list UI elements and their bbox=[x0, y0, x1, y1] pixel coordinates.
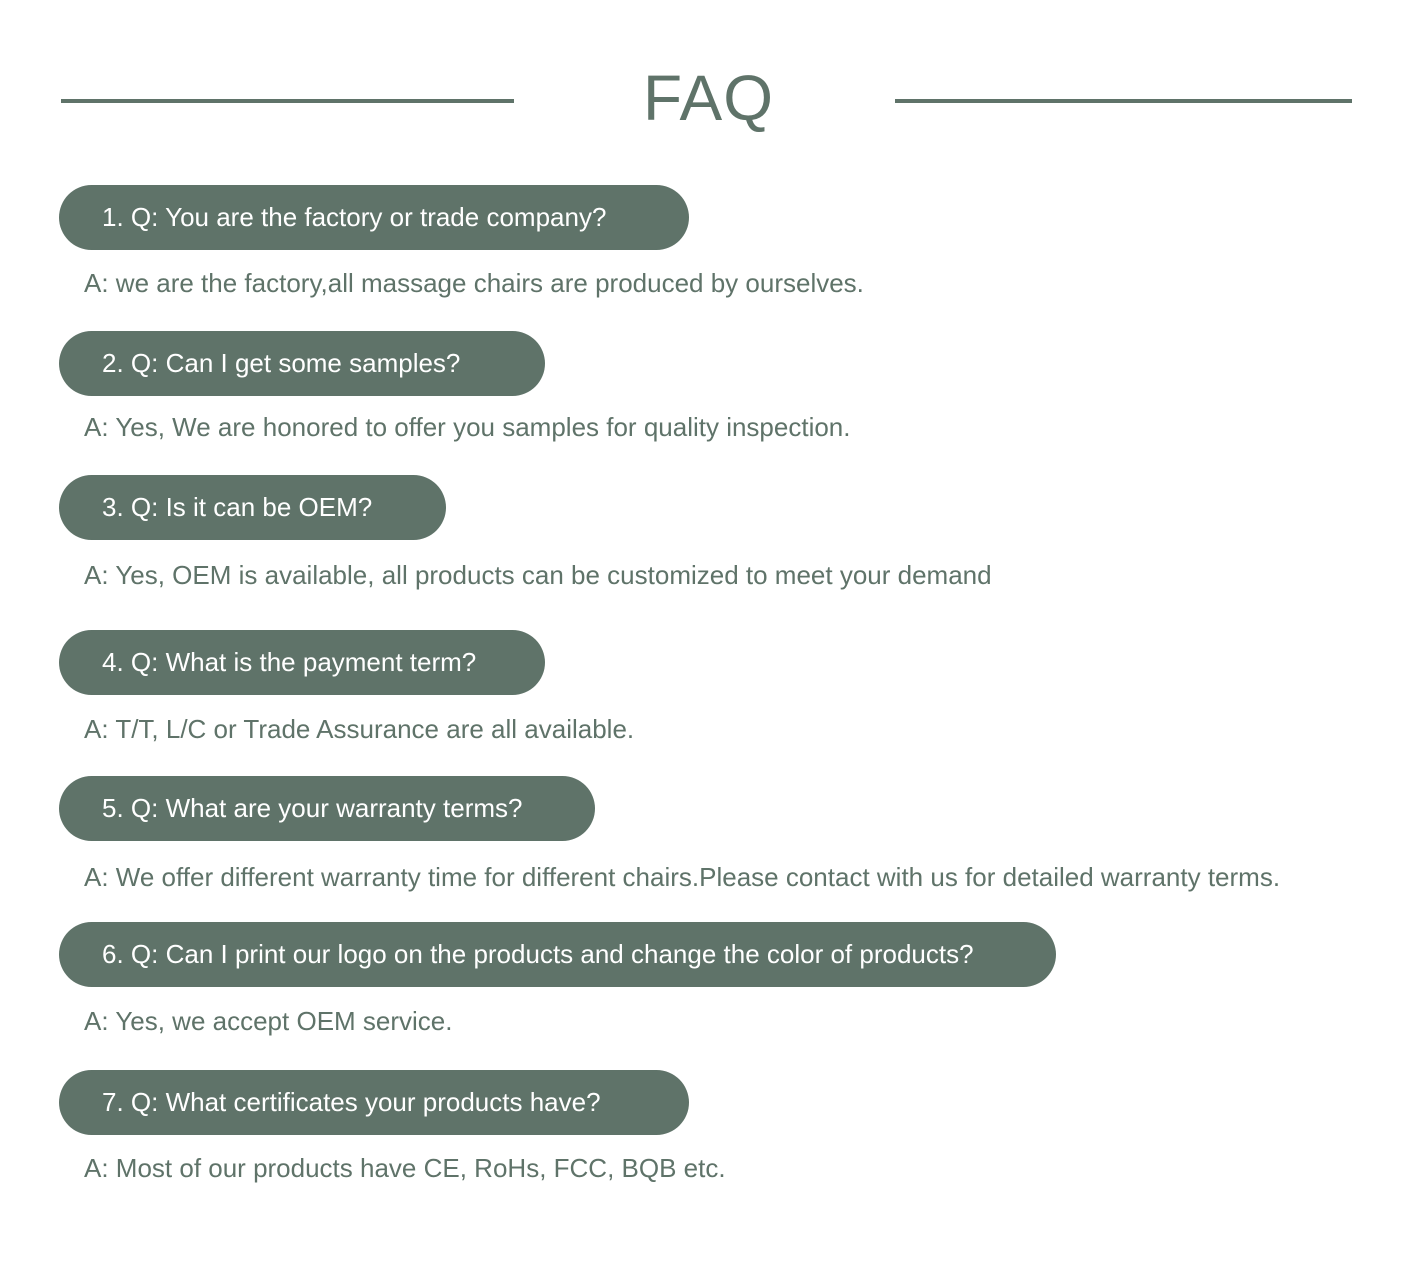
faq-question-pill: 2. Q: Can I get some samples? bbox=[59, 331, 545, 396]
faq-answer: A: Yes, OEM is available, all products can be customized to meet your demand bbox=[84, 560, 992, 590]
faq-question-pill: 5. Q: What are your warranty terms? bbox=[59, 776, 595, 841]
faq-answer: A: Yes, We are honored to offer you samples for quality inspection. bbox=[84, 412, 851, 442]
page-title: FAQ bbox=[642, 62, 775, 134]
faq-answer: A: we are the factory,all massage chairs are produced by ourselves. bbox=[84, 268, 864, 298]
faq-answer: A: Yes, we accept OEM service. bbox=[84, 1006, 453, 1036]
faq-answer: A: Most of our products have CE, RoHs, FCC, BQB etc. bbox=[84, 1153, 726, 1183]
faq-answer: A: T/T, L/C or Trade Assurance are all available. bbox=[84, 714, 635, 744]
faq-question-pill: 6. Q: Can I print our logo on the products and change the color of products? bbox=[59, 922, 1056, 987]
faq-question-pill: 3. Q: Is it can be OEM? bbox=[59, 475, 446, 540]
faq-question-pill: 4. Q: What is the payment term? bbox=[59, 630, 545, 695]
header-divider-right bbox=[895, 99, 1352, 103]
faq-question-pill: 1. Q: You are the factory or trade company? bbox=[59, 185, 689, 250]
faq-answer: A: We offer different warranty time for different chairs.Please contact with us for detailed warranty terms. bbox=[84, 862, 1281, 892]
faq-header bbox=[0, 0, 1417, 160]
faq-question-pill: 7. Q: What certificates your products have? bbox=[59, 1070, 689, 1135]
